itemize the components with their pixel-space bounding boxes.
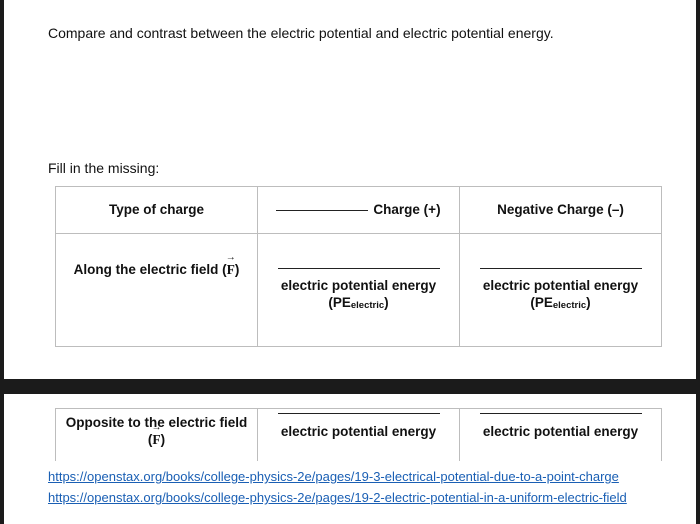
cell-along-negative: electric potential energy (PEelectric) (460, 234, 662, 347)
table-row (56, 234, 662, 347)
cell-opposite-negative: electric potential energy (460, 409, 662, 462)
blank-line (278, 413, 440, 414)
cell-along-positive: electric potential energy (PEelectric) (258, 234, 460, 347)
field-vector-symbol: → F (152, 432, 160, 449)
header-positive-charge: Charge (+) (258, 187, 460, 234)
charge-table (55, 186, 662, 347)
blank-line (278, 268, 440, 269)
blank-line (276, 210, 368, 211)
link-point-charge[interactable]: https://openstax.org/books/college-physics-2e/pages/19-3-electrical-potential-due-to-a-point-charge (48, 469, 619, 484)
header-negative-charge: Negative Charge (–) (460, 187, 662, 234)
row-opposite-field-label: Opposite to the electric field (→ F) (56, 409, 258, 462)
fill-in-label: Fill in the missing: (48, 160, 160, 176)
reference-links (48, 466, 627, 508)
document-page-top (4, 0, 696, 379)
cell-opposite-positive: electric potential energy (258, 409, 460, 462)
table-row (56, 409, 662, 462)
charge-table-continued (55, 408, 662, 461)
document-page-bottom (4, 394, 696, 524)
header-type-of-charge: Type of charge (56, 187, 258, 234)
question-text: Compare and contrast between the electric potential and electric potential energy. (48, 25, 554, 41)
blank-line (480, 268, 642, 269)
field-vector-symbol: → F (227, 262, 235, 279)
row-along-field-label: Along the electric field (→ F) (56, 234, 258, 347)
link-uniform-field[interactable]: https://openstax.org/books/college-physics-2e/pages/19-2-electric-potential-in-a-uniform-electric-field (48, 490, 627, 505)
blank-line (480, 413, 642, 414)
table-header-row (56, 187, 662, 234)
